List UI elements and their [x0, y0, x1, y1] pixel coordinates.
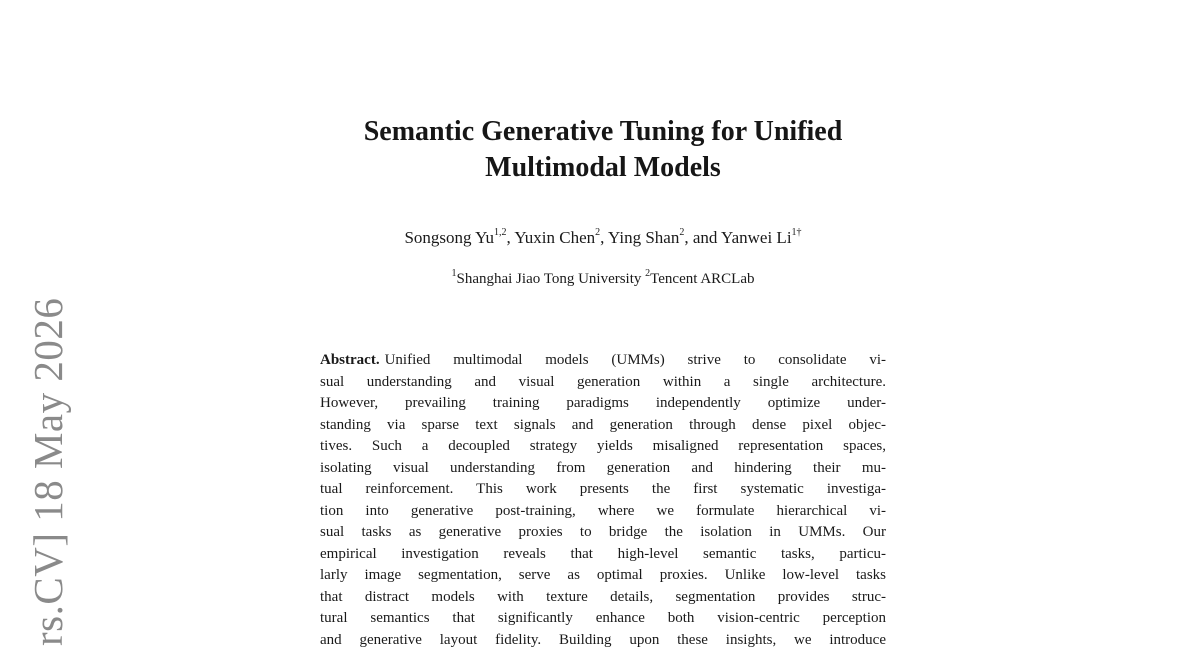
arxiv-margin-stamp: rs.CV] 18 May 2026: [25, 297, 71, 646]
abstract-label: Abstract.: [320, 352, 380, 368]
abstract-line: and generative layout fidelity. Building upon these insights, we introduce: [320, 631, 886, 648]
abstract-line: empirical investigation reveals that high-level semantic tasks, particu-: [320, 545, 886, 562]
author-name: Ying Shan: [608, 228, 680, 247]
author-name: Yanwei Li: [721, 228, 792, 247]
author-name: Songsong Yu: [404, 228, 495, 247]
author-affiliation-marker: 1,2: [494, 227, 507, 239]
author-affiliation-marker: 1†: [791, 227, 802, 239]
abstract-line: tual reinforcement. This work presents the first systematic investiga-: [320, 481, 886, 497]
author-separator: ,: [506, 228, 515, 247]
abstract-line: [320, 350, 886, 372]
affiliation-name: Shanghai Jiao Tong University: [456, 271, 642, 287]
abstract: [320, 350, 886, 648]
author-separator: , and: [684, 228, 722, 247]
affiliation-marker: 1: [451, 268, 457, 279]
abstract-line: isolating visual understanding from generation and hindering their mu-: [320, 459, 886, 476]
abstract-line: However, prevailing training paradigms independently optimize under-: [320, 395, 886, 411]
abstract-line: tural semantics that significantly enhance both vision-centric perception: [320, 610, 886, 626]
abstract-line-text: Unified multimodal models (UMMs) strive to consolidate vi-: [384, 352, 886, 368]
abstract-line: tives. Such a decoupled strategy yields misaligned representation spaces,: [320, 438, 886, 454]
abstract-line: larly image segmentation, serve as optimal proxies. Unlike low-level tasks: [320, 567, 886, 583]
author-list: [300, 226, 906, 250]
author-affiliation-marker: 2: [679, 227, 685, 239]
title-line: Semantic Generative Tuning for Unified: [363, 116, 843, 147]
affiliation-marker: 2: [645, 268, 651, 279]
affiliation-list: [300, 268, 906, 290]
abstract-line: tion into generative post-training, where we formulate hierarchical vi-: [320, 502, 886, 519]
author-name: Yuxin Chen: [514, 228, 596, 247]
abstract-line: sual understanding and visual generation within a single architecture.: [320, 373, 886, 390]
author-separator: ,: [600, 228, 609, 247]
title-line: Multimodal Models: [485, 152, 721, 183]
abstract-line: sual tasks as generative proxies to bridge the isolation in UMMs. Our: [320, 524, 886, 540]
paper-title: [320, 114, 886, 186]
affiliation-name: Tencent ARCLab: [650, 271, 755, 287]
author-affiliation-marker: 2: [595, 227, 601, 239]
abstract-line: standing via sparse text signals and generation through dense pixel objec-: [320, 416, 886, 433]
abstract-line: that distract models with texture details, segmentation provides struc-: [320, 588, 886, 605]
